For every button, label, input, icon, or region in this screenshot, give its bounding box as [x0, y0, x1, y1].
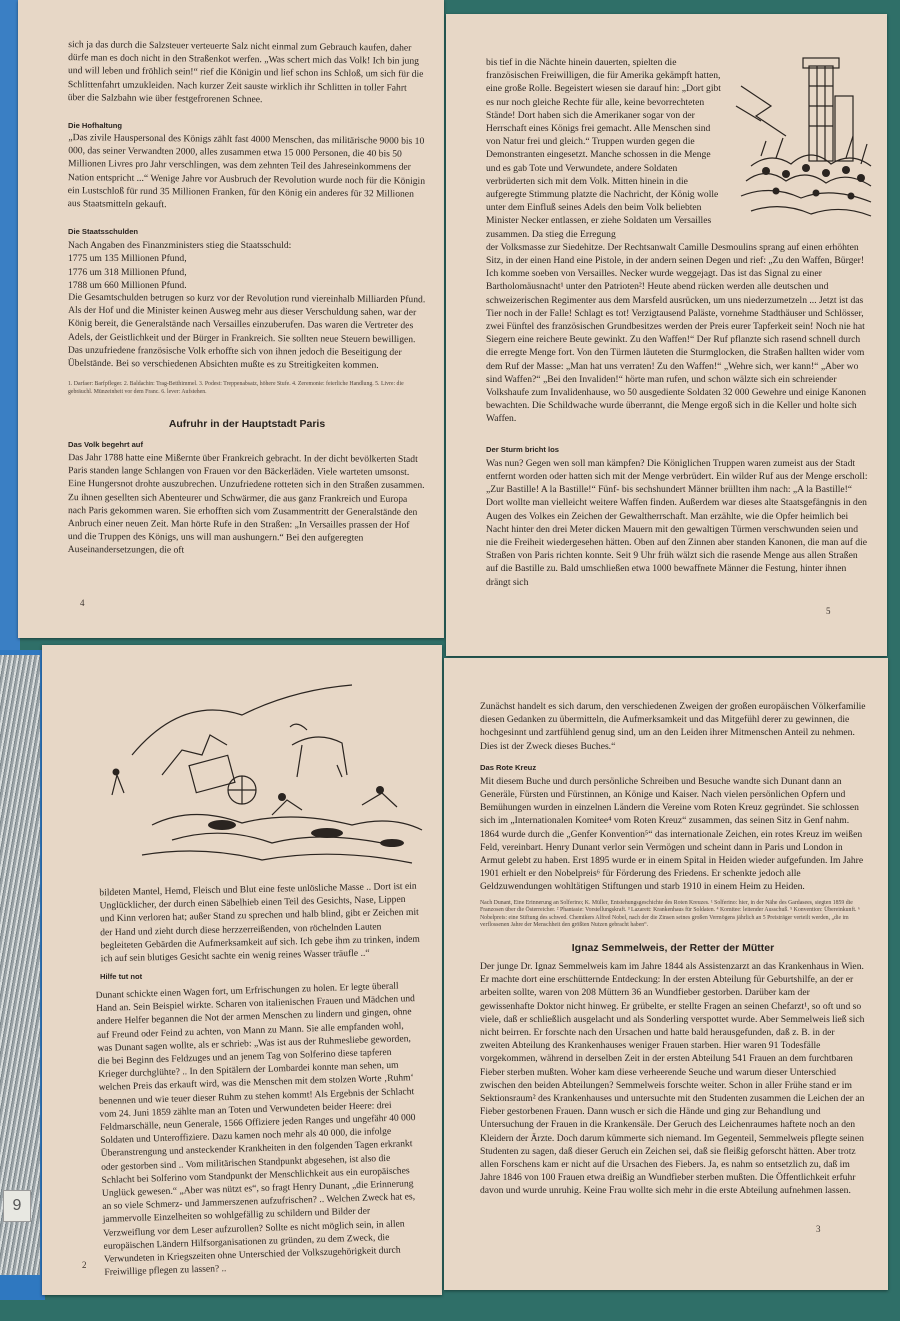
- heading-volk: Das Volk begehrt auf: [68, 440, 143, 450]
- page-3: [444, 658, 888, 1290]
- page-4: [18, 0, 444, 638]
- footnotes: Nach Dunant, Eine Erinnerung an Solferino; K. Müller, Entstehungsgeschichte des Roten Kreuzes. ¹ Solferino: hier, in der Nähe des Gardasees, siegten 1859 die Franzosen über die Österreicher. ² Phantasie: Vorstellungskraft. ³ Lazarett: Krankenhaus für Soldaten. ⁴ Komitee: leitender Ausschuß. ⁵ Konvention: Übereinkunft. ⁶ Nobelpreis: eine Stiftung des schwed. Chemikers Alfred Nobel, nach der die Zinsen seines großen Vermögens jährlich an 5 Preisträger verteilt werden, „die im verflossenen Jahre der Menschheit den größten Nutzen gebracht haben“.: [480, 899, 860, 929]
- rotes-kreuz-paragraph: Mit diesem Buche und durch persönliche Schreiben und Besuche wandte sich Dunant dann an Generäle, Fürsten und Fürstinnen, an Könige und Kaiser. Nach vielen persönlichen Opfern und Bemühungen wurden in einzelnen Ländern die Vereine vom Roten Kreuz gegründet. Sie schlossen sich im „Internationalen Komitee⁴ vom Roten Kreuz“ zusammen, das seinen Sitz in Genf nahm. 1864 wurde durch die „Genfer Konvention⁵“ das internationale Zeichen, ein rotes Kreuz im weißen Feld, vereinbart. Henry Dunant verlor sein Vermögen und scheint dann in Paris und London in Armut gelebt zu haben. Erst 1895 wurde er in einem Spital in Heiden wieder aufgefunden. Im Jahre 1901 erhielt er den Nobelpreis⁶ für Förderung des Friedens. Er schenkte jedoch alle Geldzuwendungen wohltätigen Stiftungen und starb 1910 in einem Heim zu Heiden.: [480, 775, 864, 893]
- page-2: [42, 645, 442, 1295]
- intro-paragraph: sich ja das durch die Salzsteuer verteuerte Salz nicht einmal zum Gebrauch kaufen, daher dürfe man es doch nicht in den Straßenkot werfen. „Was schert mich das Volk! Ich bin jung und will leben und fröhlich sein!“ rief die Königin und lief schon ins Schloß, um sich für die Schlittenfahrt umzukleiden. Nach kurzer Zeit sauste wirklich ihr Schlitten in toller Fahrt über die Salzbahn wie über festgefrorenen Schnee.: [67, 39, 424, 105]
- debt-line: 1788 um 660 Millionen Pfund.: [68, 279, 187, 291]
- hofhaltung-paragraph: „Das zivile Hauspersonal des Königs zählt fast 4000 Menschen, das militärische 9000 bis 10 000, das seiner Verwandten 2000, alles zusammen etwa 15 000 Personen, die 40 bis 50 Millionen Livres pro Jahr verschlingen, was dem zehnten Teil des Jahreseinkommens der Nation entspricht ...“ Wenige Jahre vor Ausbruch der Revolution wurde noch für die Königin ein Lustschloß für rund 35 Millionen Franken, für den König ein anderes für 32 Millionen aus Staatsmitteln gekauft.: [67, 132, 426, 211]
- heading-hilfe: Hilfe tut not: [100, 972, 143, 982]
- heading-sturm: Der Sturm bricht los: [486, 444, 559, 454]
- heading-staatsschulden: Die Staatsschulden: [68, 227, 139, 237]
- page-number: 4: [80, 598, 85, 608]
- heading-hofhaltung: Die Hofhaltung: [68, 121, 122, 131]
- semmelweis-paragraph: Der junge Dr. Ignaz Semmelweis kam im Jahre 1844 als Assistenzarzt an das Krankenhaus in Wien. Er machte dort eine erschütternde Entdeckung: In der ersten Abteilung für Geburtshilfe, an der er arbeiten sollte, waren von 208 Müttern 36 an Wundfieber gestorben. Darüber kam der gewissenhafte Doktor nicht hinweg. Er grübelte, er stellte Fragen an seinen Chefarzt¹, so oft und so viele, daß er schließlich ausgelacht und als Sonderling verspottet wurde. Aber Semmelweis ließ sich nicht beirren. Er forschte nach den Ursachen und hatte bald herausgefunden, daß z. B. in der zweiten Abteilung des Krankenhauses weniger Frauen starben. Hier waren 91 Todesfälle vorgekommen, während in derselben Zeit in der ersten Abteilung 541 Frauen an dem furchtbaren Fieber sterben mußten. Woher kam diese verheerende Seuche und warum dieser Unterschied zwischen den beiden Abteilungen? Semmelweis forschte weiter. Schon in aller Frühe stand er im Sektionsraum² des Krankenhauses und untersuchte mit den Studenten zusammen die Leichen der an Fieber gestorbenen Frauen. Dann wusch er sich die Hände und ging zur Behandlung und Untersuchung der Frauen in die Krankensäle. Der Geruch des Leichenraumes haftete noch an den Kleidern der Ärzte. Doch darum kümmerte sich niemand. Im Gegenteil, Semmelweis pflegte seinen Studenten zu sagen, daß dieser Geruch ein Zeichen sei, daß sie fleißig geforscht hätten. Aber trotz allen Forschens kam er nicht auf die Ursachen des Fiebers. Ja, es nahm so entsetzlich zu, daß im Jahre 1846 von 100 Frauen etwa dreißig an Wundfieber sterben mußten. Die Öffentlichkeit erfuhr davon und wurde unruhig. Keine Frau wollte sich mehr in die erste Abteilung aufnehmen lassen.: [480, 961, 865, 1197]
- debt-line: 1775 um 135 Millionen Pfund,: [68, 253, 187, 265]
- body-paragraph: bildeten Mantel, Hemd, Fleisch und Blut eine feste unlösliche Masse .. Dort ist ein Unglücklicher, der durch einen Säbelhieb einen Teil des Gesichts, Nase, Lippen und Kinn verloren hat; außer Stand zu sprechen und halb blind, gibt er Zeichen mit der Hand und zieht durch diese herzzerreißenden, von röchelnden Lauten begleiteten Gebärden die Aufmerksamkeit auf sich. Ich gebe ihm zu trinken, indem ich auf sein blutiges Gesicht sachte ein wenig reines Wasser träufle ..“: [99, 880, 420, 965]
- section-title-aufruhr: Aufruhr in der Hauptstadt Paris: [168, 418, 326, 431]
- battlefield-wounded-illustration: [92, 675, 432, 875]
- page-5: [446, 14, 887, 656]
- debt-line: 1776 um 318 Millionen Pfund,: [68, 266, 187, 278]
- blue-folder-edge-top: [0, 0, 20, 650]
- sturm-paragraph: Was nun? Gegen wen soll man kämpfen? Die Königlichen Truppen waren zumeist aus der Stadt entfernt worden oder hatten sich mit der Menge verbrüdert. Ein wilder Ruf aus der Menge erscholl: „Zur Bastille! A la Bastille!“ Fünf- bis sechshundert Männer brüllten ihm nach: „A la Bastille!“ Dort wollte man vielleicht weitere Waffen finden. Außerdem war dieses alte Staatsgefängnis in den Augen des Volkes ein Zeichen der Gewaltherrschaft. Man erzählte, wie die Opfer heimlich bei Nacht hinter den drei Meter dicken Mauern mit den gewaltigen Türmen verschwunden seien und nie die Freiheit wiedergesehen hätten. Oben auf den Zinnen aber standen Kanonen, die man auf die Straßen von Paris richten konnte. Seit 9 Uhr früh wälzt sich die rasende Menge aus allen Straßen auf die Bastille zu. Bald umschließen etwa 1000 bewaffnete Männer die Festung, hinter ihnen drängt sich: [486, 457, 868, 588]
- page-number: 3: [816, 1224, 821, 1234]
- hilfe-paragraph: Dunant schickte einen Wagen fort, um Erfrischungen zu holen. Er legte überall Hand an. Sein Beispiel wirkte. Scharen von italienischen Frauen und Mädchen und andere Helfer begannen die Not der armen Menschen zu lindern und gingen, ohne auf Freund oder Feind zu achten, von Mann zu Mann. Sie alle empfanden wohl, was Dunant sagen wollte, als er schrieb: „Was ist aus der Ruhmesliebe geworden, die bei Beginn des Feldzuges und an jenem Tag von Solferino diese tapferen Krieger durchglühte? .. In den Spitälern der Lombardei konnte man sehen, um welchen Preis das erkauft wird, was die Menschen mit dem stolzen Worte ‚Ruhm‘ benennen und wie teuer dieser Ruhm zu stehen kommt! Als Ergebnis der Schlacht vom 24. Juni 1859 zählte man an Toten und Verwundeten beider Heere: drei Feldmarschälle, neun Generale, 1566 Offiziere jeden Ranges und ungefähr 40 000 Soldaten und Unteroffiziere. Dazu kamen noch mehr als 40 000, die infolge Überanstrengung und ansteckender Krankheiten in den folgenden Tagen erkrankt oder gestorben sind .. Vom militärischen Standpunkt abgesehen, ist also die Schlacht bei Solferino vom Standpunkt der Menschlichkeit aus ein europäisches Unglück gewesen.“ „Aber was nützt es“, so fragt Henry Dunant, „die Erinnerung an so viele Schmerz- und Jammerszenen aufzufrischen? .. Welchen Zweck hat es, jammervolle Einzelheiten so wohlgefällig zu schildern und Bilder der Verzweiflung vor dem Leser aufzurollen? Sollte es nicht möglich sein, in allen europäischen Ländern Hilfsorganisationen zu gründen, zu dem Zweck, die Verwundeten in Kriegszeiten ohne Unterschied der Volkszugehörigkeit durch Freiwillige pflegen zu lassen? ..: [95, 980, 416, 1279]
- crowd-storming-tower-illustration: [731, 46, 881, 231]
- side-label-box: 9: [3, 1190, 31, 1222]
- page-number: 2: [82, 1260, 87, 1270]
- top-paragraph: bis tief in die Nächte hinein dauerten, spielten die französischen Freiwilligen, die für Amerika gekämpft hatten, eine große Rolle. Begeistert wiesen sie darauf hin: „Dort gibt es nur noch gleiche Rechte für alle, keine bevorrechteten Stände! Dort haben sich die Amerikaner sogar von der Herrschaft eines Königs frei gemacht. Alle Menschen sind von Natur frei und gleich.“ Truppen wurden gegen die Demonstranten eingesetzt. Manche schossen in die Menge und es gab Tote und Verwundete, andere Soldaten verbrüderten sich mit dem Volk. Mitten hinein in die aufgeregte Stimmung platzte die Nachricht, der König wolle unter dem Einfluß seines Adels den beim Volk beliebten Minister Necker entlassen, er ziehe Soldaten um Versailles zusammen. Da stieg die Erregung: [486, 57, 721, 240]
- desmoulins-paragraph: der Volksmasse zur Siedehitze. Der Rechtsanwalt Camille Desmoulins sprang auf einen erhöhten Sitz, in der einen Hand eine Pistole, in der andern seinen Degen und rief: „Zu den Waffen, Bürger! Ich komme soeben von Versailles. Necker wurde weggejagt. Das ist das Signal zu einer Bartholomäusnacht¹ unter den Patrioten²! Heute abend rücken werden alle deutschen und schweizerischen Regimenter aus dem Marsfeld ausrücken, um uns niederzumetzeln ... Jetzt ist das Tier noch in der Falle! Schlagt es tot! Verzigtausend Paläste, vornehme Stadthäuser und Schlösser, zwei Fünftel des französischen Grundbesitzes werden der Preis eurer Tapferkeit sein! Noch nie hat Siegern eine reichere Beute gewinkt. Zu den Waffen!“ Der Ruf pflanzte sich rasend schnell durch die erregte Menge fort. Von den Türmen läuteten die Sturmglocken, die Straßen hallten wider vom dem Ruf der Masse: „Man hat uns verraten! Zu den Waffen!“ „Wehre sich, wer kann!“ „Aber wo sind Waffen?“ „Bei den Invaliden!“ hörte man rufen, und schon wälzte sich ein schreiender Volkshaufe zum Invalidenhause, wo 50 ausgediente Soldaten 32 000 Gewehre und einige Kanonen bewachten. Die Schildwache wurde überrannt, die Menge ergoß sich in die Keller und holte sich Waffen.: [486, 241, 867, 425]
- heading-rotes-kreuz: Das Rote Kreuz: [480, 762, 537, 772]
- staatsschulden-intro: Nach Angaben des Finanzministers stieg die Staatsschuld:: [68, 240, 292, 252]
- top-paragraph: Zunächst handelt es sich darum, den verschiedenen Zweigen der großen europäischen Völkerfamilie diesen Gedanken zu übermitteln, die Aufmerksamkeit und das Mitgefühl derer zu gewinnen, die hochgesinnt und zartfühlend genug sind, um an den Leiden ihrer Mitmenschen Anteil zu nehmen. Dies ist der Zweck dieses Buches.“: [480, 701, 866, 752]
- staatsschulden-paragraph: Die Gesamtschulden betrugen so kurz vor der Revolution rund viereinhalb Milliarden Pfund. Als der Hof und die Minister keinen Ausweg mehr aus dieser Verschuldung sahen, war der König bereit, die Generalstände nach Versailles einzuberufen. Das waren die Vertreter des Adels, der Geistlichkeit und der Bürger in Frankreich. Sie sollten neue Steuern bewilligen. Das unzufriedene französische Volk erhoffte sich von ihnen jedoch die Beseitigung der Übelstände. Bei so verschiedenen Absichten mußte es zu Streitigkeiten kommen.: [67, 291, 426, 371]
- section-title-semmelweis: Ignaz Semmelweis, der Retter der Mütter: [571, 942, 775, 955]
- page-number: 5: [826, 606, 831, 616]
- engraving-booklet-edge: [0, 655, 40, 1275]
- volk-paragraph: Das Jahr 1788 hatte eine Mißernte über Frankreich gebracht. In der dicht bevölkerten Stadt Paris standen lange Schlangen von Frauen vor den Bäckerläden. Viele warteten umsonst. Eine Hungersnot drohte auszubrechen. Unzufriedene rotteten sich in den Straßen zusammen. Zu ihnen gesellten sich Abenteurer und Schwärmer, die aus ganz Frankreich und Europa nach Paris gekommen waren. Sie erhofften sich vom Zusammentritt der Generalstände den Anbruch einer neuen Zeit. Man hörte Rufe in den Straßen: „In Versailles prassen der Hof und die Truppen des Königs, uns will man aushungern.“ Bei den aufgeregten Auseinandersetzungen, die oft: [67, 452, 425, 557]
- footnotes: 1. Darfaer: Barfpfleger. 2. Baldachin: Trag-Betthimmel. 3. Podest: Treppenabsatz, höhere Stufe. 4. Zeremonie: feierliche Handlung. 5. Livre: die gebräuchl. Münzeinheit vor dem Franc. 6. lever: Aufstehen.: [68, 381, 404, 395]
